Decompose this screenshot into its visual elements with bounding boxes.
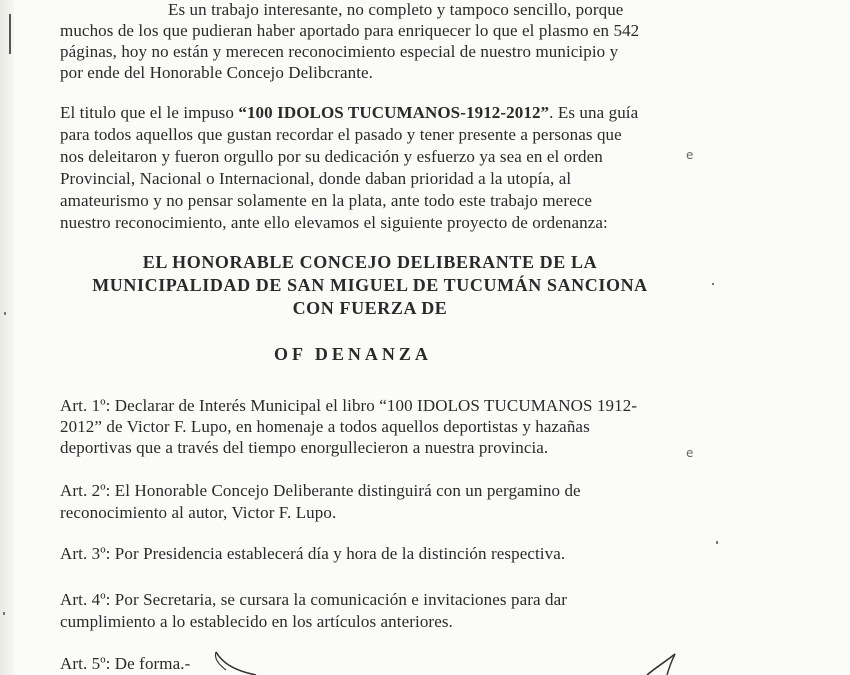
handwritten-mark (212, 648, 262, 675)
text-line: Provincial, Nacional o Internacional, donde daban prioridad a la utopía, al (60, 169, 572, 188)
text-line: reconocimiento al autor, Victor F. Lupo. (60, 503, 337, 522)
text-line: Art. 2º: El Honorable Concejo Deliberante distinguirá con un pergamino de (60, 481, 581, 500)
heading-line: MUNICIPALIDAD DE SAN MIGUEL DE TUCUMÁN SANCIONA (92, 275, 648, 295)
text-fragment: El titulo que el le impuso (60, 103, 239, 122)
scan-mark: е (686, 148, 694, 162)
text-line: Art. 3º: Por Presidencia establecerá día y hora de la distinción respectiva. (60, 544, 566, 563)
scan-speck (716, 541, 718, 544)
text-line: amateurismo y no pensar solamente en la plata, ante todo este trabajo merece (60, 191, 593, 210)
handwritten-mark (645, 652, 679, 675)
scan-artifact (9, 14, 11, 54)
text-line: deportivas que a través del tiempo enorgullecieron a nuestra provincia. (60, 438, 549, 457)
text-line: para todos aquellos que gustan recordar el pasado y tener presente a personas que (60, 125, 622, 144)
text-line: Art. 1º: Declarar de Interés Municipal el libro “100 IDOLOS TUCUMANOS 1912- (60, 396, 638, 415)
scan-mark: е (686, 446, 694, 460)
book-title: “100 IDOLOS TUCUMANOS-1912-2012” (238, 103, 550, 122)
text-line: 2012” de Victor F. Lupo, en homenaje a todos aquellos deportistas y hazañas (60, 417, 590, 436)
ordenanza-title: OF DENANZA (274, 344, 432, 364)
text-line: cumplimiento a lo establecido en los artículos anteriores. (60, 612, 453, 631)
text-line (60, 103, 638, 123)
heading-line: EL HONORABLE CONCEJO DELIBERANTE DE LA (142, 252, 598, 272)
text-line: muchos de los que pudieran haber aportado para enriquecer lo que el plasmo en 542 (60, 21, 640, 40)
heading-line: CON FUERZA DE (292, 298, 448, 318)
scan-edge (0, 0, 14, 675)
text-line: Es un trabajo interesante, no completo y tampoco sencillo, porque (168, 0, 624, 19)
scan-speck (3, 612, 5, 615)
text-line: Art. 5º: De forma.- (60, 654, 191, 673)
text-line: nuestro reconocimiento, ante ello elevamos el siguiente proyecto de ordenanza: (60, 213, 608, 232)
text-fragment: . Es una guía (549, 103, 639, 122)
text-line: Art. 4º: Por Secretaria, se cursara la comunicación e invitaciones para dar (60, 590, 567, 609)
text-line: por ende del Honorable Concejo Delibcrante. (60, 63, 374, 82)
text-line: páginas, hoy no están y merecen reconocimiento especial de nuestro municipio y (60, 42, 619, 61)
text-line: nos deleitaron y fueron orgullo por su dedicación y esfuerzo ya sea en el orden (60, 147, 603, 166)
